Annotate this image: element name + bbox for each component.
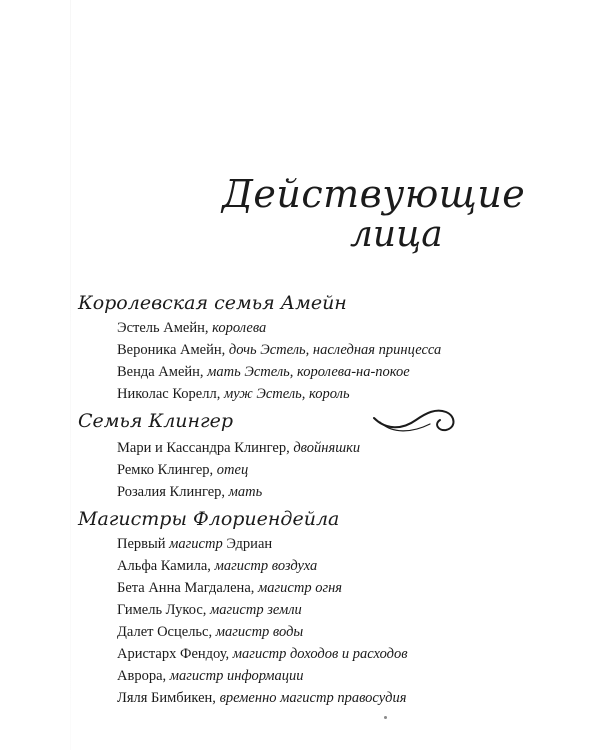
- entry-row: [117, 690, 406, 707]
- entry-role: магистр воздуха: [214, 558, 318, 574]
- entry-name: Аврора,: [117, 668, 170, 684]
- entry-row: [117, 342, 441, 359]
- entry-name: Венда Амейн,: [117, 364, 208, 380]
- section-heading-klinger-family: Семья Клингер: [78, 410, 234, 432]
- title-line-1: Действующие: [222, 172, 526, 216]
- entry-role: магистр земли: [210, 602, 302, 618]
- entry-role: королева: [212, 320, 267, 336]
- entry-row: [117, 602, 302, 619]
- entry-role: муж Эстель, король: [223, 386, 350, 402]
- entry-role: мать Эстель, королева-на-покое: [207, 364, 410, 380]
- entry-name: Гимель Лукос,: [117, 602, 211, 618]
- entry-role: магистр: [169, 536, 223, 552]
- entry-suffix: Эдриан: [222, 536, 273, 552]
- entry-name: Вероника Амейн,: [117, 342, 229, 358]
- entry-row: [117, 580, 342, 597]
- entry-row: [117, 386, 350, 403]
- paper-speck: [384, 716, 387, 719]
- entry-row: [117, 320, 266, 337]
- entry-row: [117, 364, 410, 381]
- entry-name: Розалия Клингер,: [117, 484, 229, 500]
- entry-name: Аристарх Фендоу,: [117, 646, 233, 662]
- entry-row: [117, 668, 304, 685]
- entry-role: магистр доходов и расходов: [232, 646, 408, 662]
- entry-role: магистр воды: [215, 624, 304, 640]
- entry-name: Эстель Амейн,: [117, 320, 213, 336]
- entry-row: [117, 484, 262, 501]
- entry-row: [117, 558, 317, 575]
- section-heading-royal-family: Королевская семья Амейн: [78, 292, 347, 314]
- title-line-2: лица: [350, 214, 443, 255]
- entry-role: временно магистр правосудия: [219, 690, 407, 706]
- entry-role: отец: [216, 462, 249, 478]
- entry-name: Ремко Клингер,: [117, 462, 217, 478]
- title-flourish-ornament: [372, 400, 462, 440]
- entry-role: двойняшки: [293, 440, 361, 456]
- entry-row: [117, 646, 408, 663]
- entry-role: дочь Эстель, наследная принцесса: [228, 342, 442, 358]
- entry-role: магистр информации: [169, 668, 304, 684]
- page-fold-shadow: [70, 0, 71, 750]
- entry-name: Первый: [117, 536, 170, 552]
- entry-role: мать: [228, 484, 263, 500]
- entry-name: Мари и Кассандра Клингер,: [117, 440, 294, 456]
- entry-row: [117, 624, 303, 641]
- entry-row: [117, 536, 272, 553]
- entry-name: Далет Осцельс,: [117, 624, 216, 640]
- section-heading-magisters: Магистры Флориендейла: [78, 508, 340, 530]
- entry-row: [117, 440, 360, 457]
- entry-role: магистр огня: [258, 580, 343, 596]
- entry-name: Ляля Бимбикен,: [117, 690, 220, 706]
- entry-name: Николас Корелл,: [117, 386, 224, 402]
- entry-row: [117, 462, 248, 479]
- entry-name: Бета Анна Магдалена,: [117, 580, 258, 596]
- entry-name: Альфа Камила,: [117, 558, 215, 574]
- page-title: [222, 168, 526, 278]
